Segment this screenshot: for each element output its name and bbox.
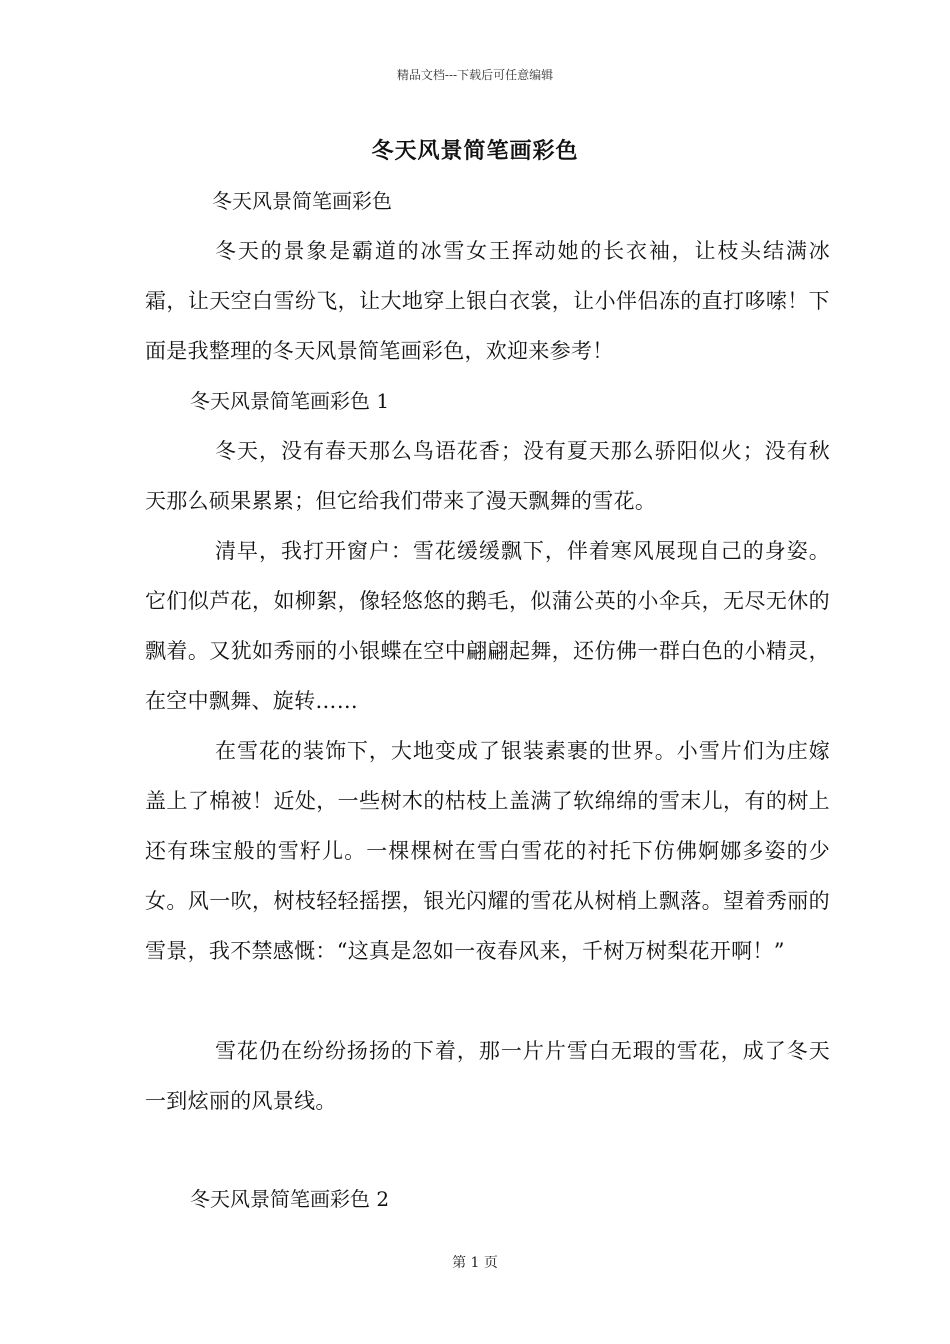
intro-paragraph: 冬天的景象是霸道的冰雪女王挥动她的长衣袖，让枝头结满冰霜，让天空白雪纷飞，让大地穿上银白衣裳，让小伴侣冻的直打哆嗦！下面是我整理的冬天风景简笔画彩色，欢迎来参考！	[145, 239, 830, 363]
section-heading-1: 冬天风景简笔画彩色 1	[190, 389, 390, 413]
header-note: 精品文档---下载后可任意编辑	[396, 68, 554, 82]
paragraph-3: 在雪花的装饰下，大地变成了银装素裹的世界。小雪片们为庄嫁盖上了棉被！近处，一些树木的枯枝上盖满了软绵绵的雪末儿，有的树上还有珠宝般的雪籽儿。一棵棵树在雪白雪花的衬托下仿佛婀娜多姿的少女。风一吹，树枝轻轻摇摆，银光闪耀的雪花从树梢上飘落。望着秀丽的雪景，我不禁感慨：“这真是忽如一夜春风来，千树万树梨花开啊！”	[145, 739, 830, 963]
paragraph-4: 雪花仍在纷纷扬扬的下着，那一片片雪白无瑕的雪花，成了冬天一到炫丽的风景线。	[145, 1039, 830, 1113]
paragraph-1: 冬天，没有春天那么鸟语花香；没有夏天那么骄阳似火；没有秋天那么硕果累累；但它给我们带来了漫天飘舞的雪花。	[145, 439, 830, 513]
document-title: 冬天风景简笔画彩色	[371, 138, 579, 164]
page-number: 第 1 页	[452, 1255, 498, 1271]
subtitle: 冬天风景简笔画彩色	[212, 189, 392, 213]
paragraph-2: 清早，我打开窗户：雪花缓缓飘下，伴着寒风展现自己的身姿。它们似芦花，如柳絮，像轻悠悠的鹅毛，似蒲公英的小伞兵，无尽无休的飘着。又犹如秀丽的小银蝶在空中翩翩起舞，还仿佛一群白色的小精灵，在空中飘舞、旋转……	[145, 539, 830, 713]
section-heading-2: 冬天风景简笔画彩色 2	[190, 1187, 390, 1211]
